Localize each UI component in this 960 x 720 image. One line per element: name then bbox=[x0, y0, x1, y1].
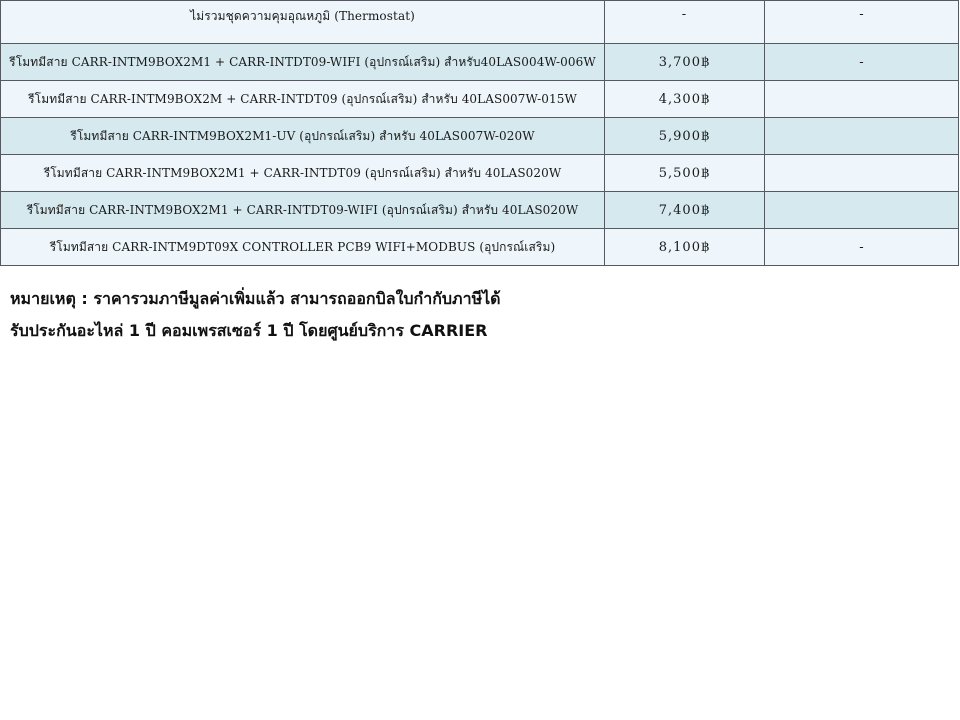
price-table bbox=[0, 0, 959, 266]
item-description: รีโมทมีสาย CARR-INTM9BOX2M + CARR-INTDT09 (อุปกรณ์เสริม) สำหรับ 40LAS007W-015W bbox=[1, 81, 605, 118]
table-row bbox=[1, 192, 959, 229]
item-price: 8,100฿ bbox=[605, 229, 765, 266]
table-row bbox=[1, 118, 959, 155]
table-row bbox=[1, 1, 959, 44]
item-description: รีโมทมีสาย CARR-INTM9BOX2M1 + CARR-INTDT09 (อุปกรณ์เสริม) สำหรับ 40LAS020W bbox=[1, 155, 605, 192]
item-extra: - bbox=[765, 1, 959, 44]
item-price: 7,400฿ bbox=[605, 192, 765, 229]
item-description: ไม่รวมชุดความคุมอุณหภูมิ (Thermostat) bbox=[1, 1, 605, 44]
item-price: 5,500฿ bbox=[605, 155, 765, 192]
price-table-container bbox=[0, 0, 958, 266]
table-row bbox=[1, 81, 959, 118]
table-row bbox=[1, 155, 959, 192]
note-vat: หมายเหตุ : ราคารวมภาษีมูลค่าเพิ่มแล้ว สามารถออกบิลใบกำกับภาษีได้ bbox=[10, 289, 501, 308]
item-extra bbox=[765, 81, 959, 118]
item-extra bbox=[765, 118, 959, 155]
notes-section bbox=[10, 284, 501, 348]
table-row bbox=[1, 229, 959, 266]
item-description: รีโมทมีสาย CARR-INTM9BOX2M1 + CARR-INTDT09-WIFI (อุปกรณ์เสริม) สำหรับ 40LAS020W bbox=[1, 192, 605, 229]
item-price: 3,700฿ bbox=[605, 44, 765, 81]
item-extra: - bbox=[765, 44, 959, 81]
item-extra: - bbox=[765, 229, 959, 266]
item-description: รีโมทมีสาย CARR-INTM9BOX2M1-UV (อุปกรณ์เสริม) สำหรับ 40LAS007W-020W bbox=[1, 118, 605, 155]
item-extra bbox=[765, 192, 959, 229]
item-description: รีโมทมีสาย CARR-INTM9BOX2M1 + CARR-INTDT09-WIFI (อุปกรณ์เสริม) สำหรับ40LAS004W-006W bbox=[1, 44, 605, 81]
item-extra bbox=[765, 155, 959, 192]
item-price: 4,300฿ bbox=[605, 81, 765, 118]
item-price: 5,900฿ bbox=[605, 118, 765, 155]
item-description: รีโมทมีสาย CARR-INTM9DT09X CONTROLLER PCB9 WIFI+MODBUS (อุปกรณ์เสริม) bbox=[1, 229, 605, 266]
table-row bbox=[1, 44, 959, 81]
note-warranty: รับประกันอะไหล่ 1 ปี คอมเพรสเซอร์ 1 ปี โดยศูนย์บริการ CARRIER bbox=[10, 321, 488, 340]
item-price: - bbox=[605, 1, 765, 44]
